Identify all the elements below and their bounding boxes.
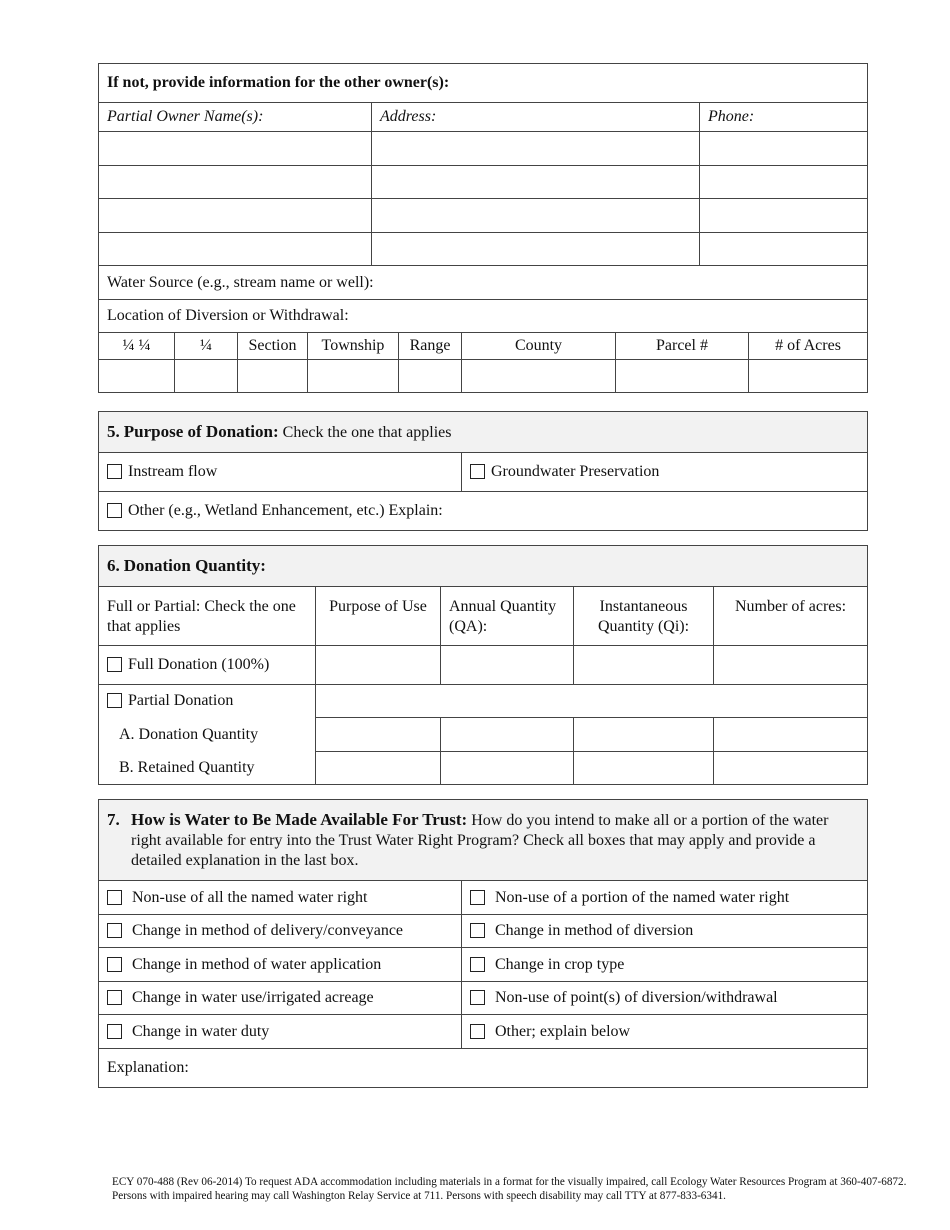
nonuse-all-checkbox[interactable] — [107, 890, 122, 905]
delivery-conveyance-checkbox[interactable] — [107, 923, 122, 938]
location-col-county: County — [462, 333, 616, 360]
trust-option-left-1[interactable] — [99, 881, 462, 915]
water-use-acreage-checkbox[interactable] — [107, 990, 122, 1005]
purpose-section-title: Purpose of Donation: — [123, 422, 279, 441]
water-duty-label: Change in water duty — [132, 1022, 270, 1040]
crop-type-checkbox[interactable] — [470, 957, 485, 972]
donation-quantity-label: A. Donation Quantity — [99, 718, 316, 752]
purpose-section-header — [99, 412, 868, 453]
other-purpose-label: Other (e.g., Wetland Enhancement, etc.) Explain: — [128, 502, 443, 519]
township-field[interactable] — [308, 360, 399, 393]
county-field[interactable] — [462, 360, 616, 393]
full-donation-option[interactable] — [99, 646, 316, 685]
groundwater-preservation-checkbox[interactable] — [470, 464, 485, 479]
range-field[interactable] — [399, 360, 462, 393]
owner-phone-header: Phone: — [700, 103, 868, 132]
purpose-section-number: 5. — [107, 422, 120, 441]
purpose-of-donation-table — [98, 411, 868, 531]
water-use-acreage-label: Change in water use/irrigated acreage — [132, 989, 374, 1006]
partial-donation-label: Partial Donation — [128, 692, 234, 710]
location-col-section: Section — [238, 333, 308, 360]
option-groundwater-preservation[interactable] — [462, 453, 868, 492]
trust-option-right-2[interactable] — [462, 915, 868, 948]
owner-row — [99, 233, 868, 266]
location-col-range: Range — [399, 333, 462, 360]
partial-donation-option[interactable] — [99, 685, 316, 718]
other-explain-label: Other; explain below — [495, 1022, 631, 1040]
full-partial-header: Full or Partial: Check the one that applies — [99, 587, 316, 646]
other-explain-checkbox[interactable] — [470, 1024, 485, 1039]
location-col-quarter-quarter: ¼ ¼ — [99, 333, 175, 360]
donation-acres-field[interactable] — [714, 718, 868, 752]
purpose-of-use-header: Purpose of Use — [316, 587, 441, 646]
trust-section-subtitle: How do you intend to make all or a portion of the water right available for entry into the Trust Water Right Program? Check all boxes that may apply and provide a detailed explanation in the last box. — [131, 811, 829, 869]
location-row — [99, 360, 868, 393]
purpose-section-subtitle: Check the one that applies — [282, 424, 452, 441]
owner-name-field[interactable] — [99, 166, 372, 199]
owner-row — [99, 199, 868, 233]
trust-section-title: How is Water to Be Made Available For Trust: — [131, 809, 468, 829]
owner-address-header: Address: — [372, 103, 700, 132]
nonuse-all-label: Non-use of all the named water right — [132, 888, 368, 906]
quantity-section-number: 6. — [107, 556, 120, 575]
crop-type-label: Change in crop type — [495, 955, 625, 973]
water-application-checkbox[interactable] — [107, 957, 122, 972]
explanation-field[interactable]: Explanation: — [99, 1049, 868, 1088]
instream-flow-checkbox[interactable] — [107, 464, 122, 479]
owner-name-field[interactable] — [99, 132, 372, 166]
full-purpose-field[interactable] — [316, 646, 441, 685]
owner-address-field[interactable] — [372, 132, 700, 166]
quarter-field[interactable] — [175, 360, 238, 393]
trust-option-right-3[interactable] — [462, 948, 868, 982]
owner-phone-field[interactable] — [700, 166, 868, 199]
location-col-quarter: ¼ — [175, 333, 238, 360]
owner-name-field[interactable] — [99, 233, 372, 266]
donation-quantity-table — [98, 545, 868, 785]
location-col-township: Township — [308, 333, 399, 360]
water-duty-checkbox[interactable] — [107, 1024, 122, 1039]
full-annual-field[interactable] — [441, 646, 574, 685]
partial-donation-blank — [316, 685, 868, 718]
number-of-acres-header: Number of acres: — [714, 587, 868, 646]
nonuse-portion-label: Non-use of a portion of the named water right — [495, 888, 790, 906]
instream-flow-label: Instream flow — [128, 463, 218, 480]
retained-quantity-label: B. Retained Quantity — [99, 752, 316, 785]
trust-option-right-4[interactable] — [462, 982, 868, 1015]
retained-acres-field[interactable] — [714, 752, 868, 785]
partial-donation-checkbox[interactable] — [107, 693, 122, 708]
owner-phone-field[interactable] — [700, 233, 868, 266]
retained-annual-field[interactable] — [441, 752, 574, 785]
parcel-field[interactable] — [616, 360, 749, 393]
full-donation-checkbox[interactable] — [107, 657, 122, 672]
retained-instant-field[interactable] — [574, 752, 714, 785]
nonuse-portion-checkbox[interactable] — [470, 890, 485, 905]
retained-purpose-field[interactable] — [316, 752, 441, 785]
trust-option-left-4[interactable] — [99, 982, 462, 1015]
owner-name-field[interactable] — [99, 199, 372, 233]
method-diversion-checkbox[interactable] — [470, 923, 485, 938]
form-footer: ECY 070-488 (Rev 06-2014) To request ADA accommodation including materials in a format for the visually impaired, call Ecology Water Resources Program at 360-407-6872. Persons with impaired hearing may call Washington Relay Service at 711. Persons with speech disability may call TTY at 877-833-6341. — [112, 1176, 907, 1202]
option-other-purpose[interactable] — [99, 492, 868, 531]
method-diversion-label: Change in method of diversion — [495, 922, 694, 939]
donation-purpose-field[interactable] — [316, 718, 441, 752]
trust-option-right-1[interactable] — [462, 881, 868, 915]
owner-address-field[interactable] — [372, 233, 700, 266]
location-label: Location of Diversion or Withdrawal: — [99, 300, 868, 333]
owner-phone-field[interactable] — [700, 199, 868, 233]
owner-address-field[interactable] — [372, 199, 700, 233]
water-application-label: Change in method of water application — [132, 955, 382, 973]
trust-option-left-2[interactable] — [99, 915, 462, 948]
nonuse-diversion-points-checkbox[interactable] — [470, 990, 485, 1005]
full-acres-field[interactable] — [714, 646, 868, 685]
owner-name-header: Partial Owner Name(s): — [99, 103, 372, 132]
owner-row — [99, 132, 868, 166]
quantity-section-title: Donation Quantity: — [123, 556, 266, 575]
owner-address-field[interactable] — [372, 166, 700, 199]
delivery-conveyance-label: Change in method of delivery/conveyance — [132, 922, 404, 939]
option-instream-flow[interactable] — [99, 453, 462, 492]
owner-row — [99, 166, 868, 199]
trust-availability-table — [98, 799, 868, 1088]
annual-quantity-header: Annual Quantity (QA): — [441, 587, 574, 646]
trust-option-left-3[interactable] — [99, 948, 462, 982]
nonuse-diversion-points-label: Non-use of point(s) of diversion/withdrawal — [495, 989, 778, 1006]
owner-phone-field[interactable] — [700, 132, 868, 166]
trust-section-header — [99, 800, 868, 881]
other-purpose-checkbox[interactable] — [107, 503, 122, 518]
groundwater-preservation-label: Groundwater Preservation — [491, 463, 660, 480]
quarter-quarter-field[interactable] — [99, 360, 175, 393]
donation-instant-field[interactable] — [574, 718, 714, 752]
other-owners-heading: If not, provide information for the other owner(s): — [99, 64, 868, 103]
full-instant-field[interactable] — [574, 646, 714, 685]
quantity-section-header — [99, 546, 868, 587]
trust-option-right-5[interactable] — [462, 1015, 868, 1049]
donation-annual-field[interactable] — [441, 718, 574, 752]
location-col-parcel: Parcel # — [616, 333, 749, 360]
instantaneous-quantity-header: Instantaneous Quantity (Qi): — [574, 587, 714, 646]
full-donation-label: Full Donation (100%) — [128, 656, 270, 673]
other-owners-table — [98, 63, 868, 393]
section-field[interactable] — [238, 360, 308, 393]
acres-field[interactable] — [749, 360, 868, 393]
trust-section-number: 7. — [107, 809, 120, 829]
water-source-field[interactable]: Water Source (e.g., stream name or well): — [99, 266, 868, 300]
trust-option-left-5[interactable] — [99, 1015, 462, 1049]
location-col-acres: # of Acres — [749, 333, 868, 360]
